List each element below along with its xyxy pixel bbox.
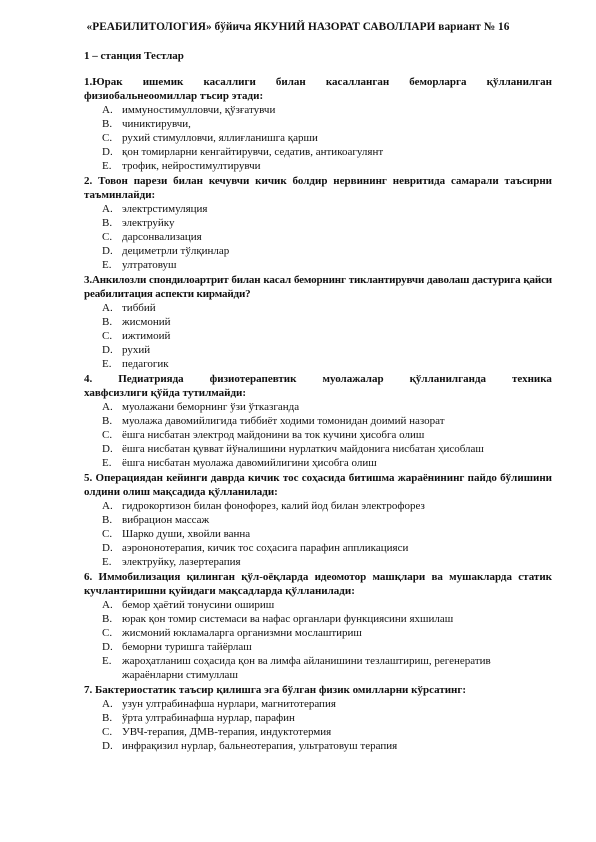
option-b: B. чиниктирувчи, — [102, 118, 191, 130]
question-7 — [84, 683, 552, 753]
option-d: D. рухий — [102, 344, 151, 356]
option-b: B. жисмоний — [102, 316, 171, 328]
question-text: 6. Иммобилизация қилинган қўл-оёқларда идеомотор машқлари ва мушакларда статик кучлантиришни қуйидаги мақсадларда қўлланилади: — [84, 571, 552, 597]
option-e: E. трофик, нейростимултирувчи — [102, 160, 261, 172]
option-d: D. қон томирларни кенгайтирувчи, седатив, антикоагулянт — [102, 146, 384, 158]
option-e: E. педагогик — [102, 358, 169, 370]
options-list — [84, 400, 552, 470]
question-text: 2. Товон парези билан кечувчи кичик болдир нервининг невритида самарали таъсирни таъминлайди: — [84, 175, 552, 201]
option-e: E. электруйку, лазертерапия — [102, 556, 241, 568]
options-list — [84, 103, 552, 173]
question-text: 3.Анкилозли спондилоартрит билан касал беморнинг тиклантирувчи даволаш дастурига қайси реабилитация аспекти кирмайди? — [84, 274, 552, 300]
options-list — [84, 697, 552, 753]
option-b: B. муолажа давомийлигида тиббиёт ходими томонидан доимий назорат — [102, 415, 445, 427]
option-a: A. иммуностимулловчи, қўзғатувчи — [102, 104, 276, 116]
question-2 — [84, 174, 552, 272]
question-text: 5. Операциядан кейинги даврда кичик тос соҳасида битишма жараёнининг пайдо бўлишини олдини олиш мақсадида қўлланилади: — [84, 472, 552, 498]
option-a: A. муолажани беморнинг ўзи ўтказганда — [102, 401, 300, 413]
question-5 — [84, 471, 552, 569]
question-6 — [84, 570, 552, 682]
options-list — [84, 202, 552, 272]
option-e: E. ёшга нисбатан муолажа давомийлигини ҳисобга олиш — [102, 457, 377, 469]
option-a: A. гидрокортизон билан фонофорез, калий йод билан электрофорез — [102, 500, 425, 512]
option-b: B. ўрта ултрабинафша нурлар, парафин — [102, 712, 295, 724]
option-d: D. дециметрли тўлқинлар — [102, 245, 230, 257]
option-e: E. ултратовуш — [102, 259, 177, 271]
option-d: D. беморни туришга тайёрлаш — [102, 641, 252, 653]
option-e: E. жароҳатланиш соҳасида қон ва лимфа айланишини тезлаштириш, регенератив жараёнларни стимуллаш — [102, 655, 491, 681]
option-c: C. ижтимоий — [102, 330, 171, 342]
option-b: B. электруйку — [102, 217, 175, 229]
option-c: C. дарсонвализация — [102, 231, 202, 243]
station-heading: 1 – станция Тестлар — [84, 50, 184, 62]
options-list — [84, 598, 552, 682]
option-a: A. узун ултрабинафша нурлари, магнитотерапия — [102, 698, 336, 710]
option-d: D. инфрақизил нурлар, бальнеотерапия, ультратовуш терапия — [102, 740, 398, 752]
option-d: D. ёшга нисбатан қувват йўналишини нурлаткич майдонига нисбатан ҳисоблаш — [102, 443, 484, 455]
options-list — [84, 499, 552, 569]
question-text-line-1: 4. Педиатрияда физиотерапевтик муолажалар қўлланилганда техника — [84, 373, 552, 385]
question-1 — [84, 75, 552, 173]
option-a: A. электрстимуляция — [102, 203, 208, 215]
question-text: 7. Бактериостатик таъсир қилишга эга бўлган физик омилларни кўрсатинг: — [84, 684, 467, 696]
options-list — [84, 301, 552, 371]
option-d: D. аэрононотерапия, кичик тос соҳасига парафин аппликацияси — [102, 542, 409, 554]
option-b: B. вибрацион массаж — [102, 514, 210, 526]
question-text: 1.Юрак ишемик касаллиги билан касалланган беморларга қўлланилган физиобальнеоомиллар тъсир этади: — [84, 76, 552, 102]
question-text-line-2: хавфсизлиги қўйда тутилмайди: — [84, 387, 247, 399]
option-c: C. рухий стимулловчи, яллиғланишга қарши — [102, 132, 318, 144]
questions-list — [84, 75, 552, 754]
question-4 — [84, 372, 552, 470]
option-c: C. ёшга нисбатан электрод майдонини ва ток кучини ҳисобга олиш — [102, 429, 425, 441]
question-3 — [84, 273, 552, 371]
option-c: C. УВЧ-терапия, ДМВ-терапия, индуктотермия — [102, 726, 332, 738]
option-a: A. бемор ҳаётий тонусини ошириш — [102, 599, 275, 611]
option-b: B. юрак қон томир системаси ва нафас органлари функциясини яхшилаш — [102, 613, 454, 625]
option-c: C. Шарко души, хвойли ванна — [102, 528, 251, 540]
page-title: «РЕАБИЛИТОЛОГИЯ» бўйича ЯКУНИЙ НАЗОРАТ САВОЛЛАРИ вариант № 16 — [86, 21, 510, 33]
option-c: C. жисмоний юкламаларга организмни мослаштириш — [102, 627, 362, 639]
option-a: A. тиббий — [102, 302, 156, 314]
